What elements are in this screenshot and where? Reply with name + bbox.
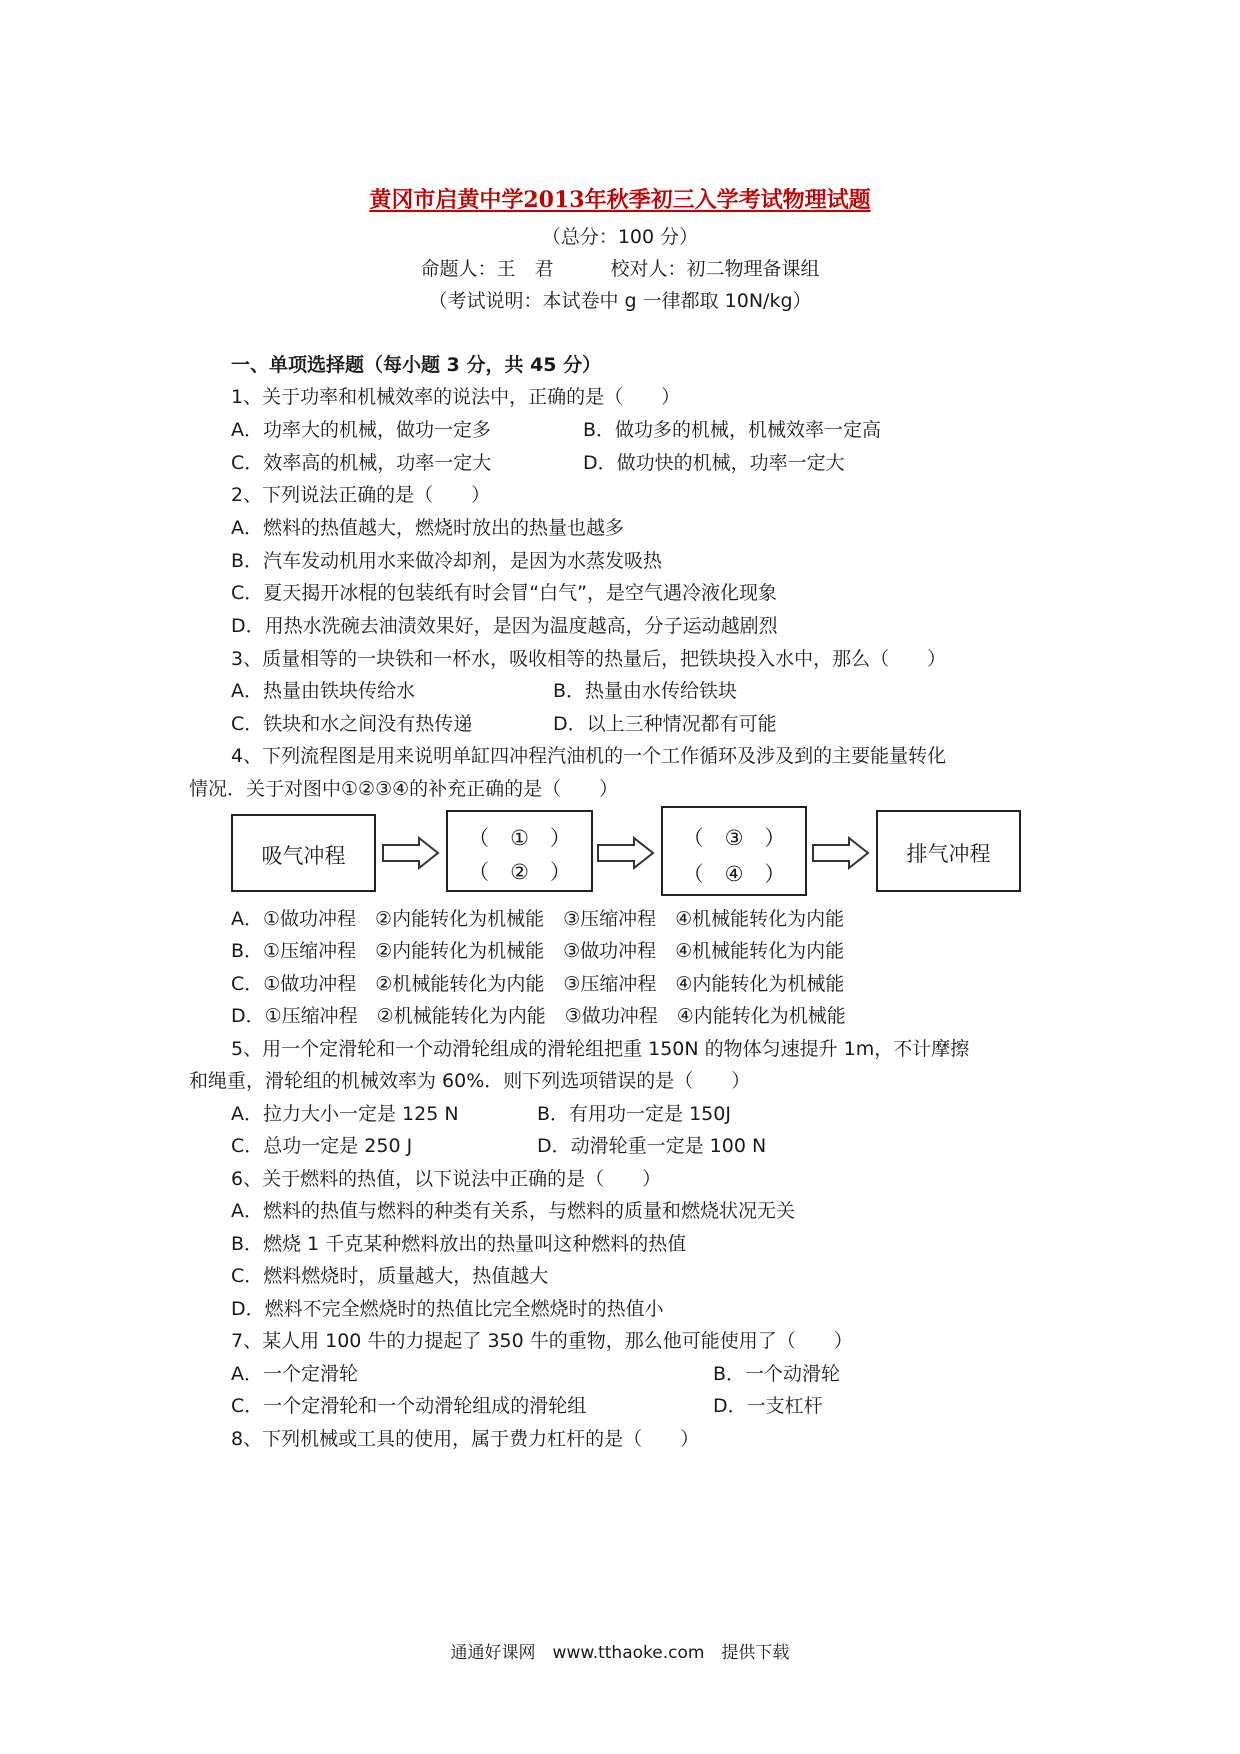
exhaust-stroke-box: 排气冲程	[876, 810, 1021, 892]
question-7-option-a: A．一个定滑轮	[231, 1363, 358, 1385]
authors-line: 命题人：王 君 校对人：初二物理备课组	[420, 258, 820, 280]
question-6-stem: 6、关于燃料的热值，以下说法中正确的是（ ）	[231, 1168, 662, 1190]
question-8-stem: 8、下列机械或工具的使用，属于费力杠杆的是（ ）	[231, 1428, 700, 1450]
question-1-stem: 1、关于功率和机械效率的说法中，正确的是（ ）	[231, 386, 681, 408]
question-3-stem: 3、质量相等的一块铁和一杯水，吸收相等的热量后，把铁块投入水中，那么（ ）	[231, 648, 947, 670]
question-5-option-b: B．有用功一定是 150J	[537, 1103, 731, 1125]
question-6-option-d: D．燃料不完全燃烧时的热值比完全燃烧时的热值小	[231, 1298, 664, 1320]
unknown-stroke-box-1: （ ① ） （ ② ）	[446, 810, 593, 892]
question-3-option-b: B．热量由水传给铁块	[553, 680, 738, 702]
engine-cycle-flowchart	[231, 804, 1021, 904]
question-2-option-d: D．用热水洗碗去油渍效果好，是因为温度越高，分子运动越剧烈	[231, 615, 778, 637]
question-5-option-d: D．动滑轮重一定是 100 N	[537, 1135, 767, 1157]
question-1-option-b: B．做功多的机械，机械效率一定高	[583, 419, 882, 441]
question-2-option-a: A．燃料的热值越大，燃烧时放出的热量也越多	[231, 517, 624, 539]
flow-arrow-3	[811, 836, 871, 870]
question-2-option-c: C．夏天揭开冰棍的包装纸有时会冒“白气”，是空气遇冷液化现象	[231, 582, 777, 604]
question-1-option-a: A．功率大的机械，做功一定多	[231, 419, 491, 441]
page-footer: 通通好课网 www.tthaoke.com 提供下载	[450, 1643, 790, 1663]
question-5-stem-line-2: 和绳重，滑轮组的机械效率为 60%．则下列选项错误的是（ ）	[189, 1070, 751, 1092]
question-4-option-a: A．①做功冲程 ②内能转化为机械能 ③压缩冲程 ④机械能转化为内能	[231, 908, 845, 930]
unknown-stroke-box-2: （ ③ ） （ ④ ）	[661, 806, 807, 896]
question-1-option-d: D．做功快的机械，功率一定大	[583, 452, 845, 474]
flow-arrow-1	[381, 836, 441, 870]
section-heading: 一、单项选择题（每小题 3 分，共 45 分）	[231, 354, 602, 376]
question-6-option-a: A．燃料的热值与燃料的种类有关系，与燃料的质量和燃烧状况无关	[231, 1200, 795, 1222]
question-3-option-c: C．铁块和水之间没有热传递	[231, 713, 473, 735]
flow-arrow-2	[596, 836, 656, 870]
question-4-option-d: D．①压缩冲程 ②机械能转化为内能 ③做功冲程 ④内能转化为机械能	[231, 1005, 846, 1027]
question-3-option-d: D．以上三种情况都有可能	[553, 713, 777, 735]
exam-title: 黄冈市启黄中学2013年秋季初三入学考试物理试题	[369, 187, 871, 213]
question-5-stem-line-1: 5、用一个定滑轮和一个动滑轮组成的滑轮组把重 150N 的物体匀速提升 1m，不计摩擦	[231, 1038, 970, 1060]
question-4-stem-line-1: 4、下列流程图是用来说明单缸四冲程汽油机的一个工作循环及涉及到的主要能量转化	[231, 745, 947, 767]
question-2-option-b: B．汽车发动机用水来做冷却剂，是因为水蒸发吸热	[231, 550, 663, 572]
total-score: （总分：100 分）	[541, 226, 699, 248]
intake-stroke-box: 吸气冲程	[231, 814, 376, 892]
question-5-option-c: C．总功一定是 250 J	[231, 1135, 413, 1157]
question-4-stem-line-2: 情况．关于对图中①②③④的补充正确的是（ ）	[189, 778, 619, 800]
question-5-option-a: A．拉力大小一定是 125 N	[231, 1103, 459, 1125]
question-4-option-c: C．①做功冲程 ②机械能转化为内能 ③压缩冲程 ④内能转化为机械能	[231, 973, 845, 995]
question-7-option-d: D．一支杠杆	[713, 1395, 823, 1417]
question-6-option-c: C．燃料燃烧时，质量越大，热值越大	[231, 1265, 549, 1287]
question-4-option-b: B．①压缩冲程 ②内能转化为机械能 ③做功冲程 ④机械能转化为内能	[231, 940, 845, 962]
question-7-stem: 7、某人用 100 牛的力提起了 350 牛的重物，那么他可能使用了（ ）	[231, 1330, 853, 1352]
question-6-option-b: B．燃烧 1 千克某种燃料放出的热量叫这种燃料的热值	[231, 1233, 687, 1255]
question-1-option-c: C．效率高的机械，功率一定大	[231, 452, 492, 474]
question-2-stem: 2、下列说法正确的是（ ）	[231, 484, 491, 506]
question-3-option-a: A．热量由铁块传给水	[231, 680, 415, 702]
question-7-option-b: B．一个动滑轮	[713, 1363, 841, 1385]
exam-note: （考试说明：本试卷中 g 一律都取 10N/kg）	[428, 290, 812, 312]
question-7-option-c: C．一个定滑轮和一个动滑轮组成的滑轮组	[231, 1395, 587, 1417]
